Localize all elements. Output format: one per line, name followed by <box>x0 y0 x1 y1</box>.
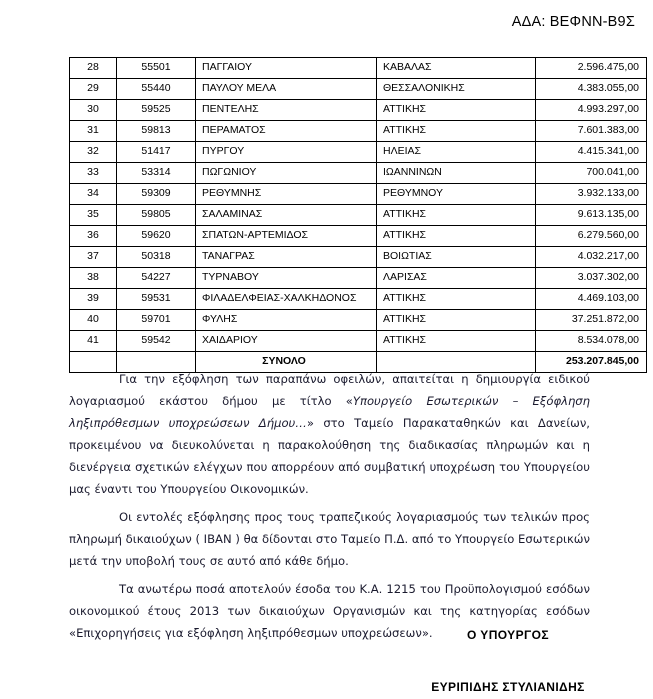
municipality-name-cell: ΠΑΓΓΑΙΟΥ <box>196 58 377 79</box>
signatory-name: ΕΥΡΙΠΙΔΗΣ ΣΤΥΛΙΑΝΙΔΗΣ <box>431 680 585 694</box>
municipality-code-cell: 53314 <box>117 163 196 184</box>
prefecture-cell: ΡΕΘΥΜΝΟΥ <box>377 184 536 205</box>
prefecture-cell: ΑΤΤΙΚΗΣ <box>377 310 536 331</box>
amount-cell: 8.534.078,00 <box>536 331 647 352</box>
paragraph-special-account <box>69 368 590 500</box>
municipality-code-cell: 50318 <box>117 247 196 268</box>
row-index-cell: 39 <box>70 289 117 310</box>
prefecture-cell: ΙΩΑΝΝΙΝΩΝ <box>377 163 536 184</box>
prefecture-cell: ΒΟΙΩΤΙΑΣ <box>377 247 536 268</box>
municipality-code-cell: 59542 <box>117 331 196 352</box>
table-row <box>70 58 647 79</box>
amount-cell: 37.251.872,00 <box>536 310 647 331</box>
prefecture-cell: ΑΤΤΙΚΗΣ <box>377 289 536 310</box>
table-row <box>70 268 647 289</box>
paragraph-iban-payment-orders: Οι εντολές εξόφλησης προς τους τραπεζικούς λογαριασμούς των τελικών προς πληρωμή δικαιούχων ( IBAN ) θα δίδονται στο Ταμείο Π.Δ. από το Υπουργείο Εσωτερικών μετά την υποβολή τους σε αυτό από κάθε δήμο. <box>69 510 590 569</box>
municipality-name-cell: ΦΥΛΗΣ <box>196 310 377 331</box>
municipalities-amounts-table <box>69 57 647 373</box>
total-amount-cell: 253.207.845,00 <box>536 352 647 373</box>
table-row <box>70 289 647 310</box>
paragraph-1-part-1: Για την εξόφληση των παραπάνω οφειλών, απαιτείται η δημιουργία ειδικού λογαριασμού εκάστου δήμου με τίτλο « <box>69 372 590 409</box>
prefecture-cell: ΚΑΒΑΛΑΣ <box>377 58 536 79</box>
amount-cell: 6.279.560,00 <box>536 226 647 247</box>
municipality-name-cell: ΠΕΝΤΕΛΗΣ <box>196 100 377 121</box>
paragraph-budget-revenue: Τα ανωτέρω ποσά αποτελούν έσοδα του Κ.Α. 1215 του Προϋπολογισμού εσόδων οικονομικού έτους 2013 των δικαιούχων Οργανισμών και της κατηγορίας εσόδων «Επιχορηγήσεις για εξόφληση ληξιπρόθεσμων υποχρεώσεων». <box>69 582 590 641</box>
paragraph-1-italic-quote: Υπουργείο Εσωτερικών – Εξόφληση ληξιπρόθεσμων υποχρεώσεων Δήμου… <box>69 394 590 431</box>
municipality-name-cell: ΤΥΡΝΑΒΟΥ <box>196 268 377 289</box>
total-label-cell: ΣΥΝΟΛΟ <box>196 352 377 373</box>
municipality-code-cell: 59309 <box>117 184 196 205</box>
prefecture-cell: ΑΤΤΙΚΗΣ <box>377 205 536 226</box>
municipality-name-cell: ΠΥΡΓΟΥ <box>196 142 377 163</box>
row-index-cell: 37 <box>70 247 117 268</box>
municipality-name-cell: ΠΑΥΛΟΥ ΜΕΛΑ <box>196 79 377 100</box>
municipality-code-cell: 51417 <box>117 142 196 163</box>
amount-cell: 4.993.297,00 <box>536 100 647 121</box>
amount-cell: 2.596.475,00 <box>536 58 647 79</box>
amount-cell: 4.469.103,00 <box>536 289 647 310</box>
amount-cell: 4.032.217,00 <box>536 247 647 268</box>
municipality-code-cell: 59701 <box>117 310 196 331</box>
municipality-code-cell: 54227 <box>117 268 196 289</box>
municipality-code-cell: 59525 <box>117 100 196 121</box>
municipality-name-cell: ΣΑΛΑΜΙΝΑΣ <box>196 205 377 226</box>
amount-cell: 7.601.383,00 <box>536 121 647 142</box>
municipality-code-cell: 59531 <box>117 289 196 310</box>
prefecture-cell: ΑΤΤΙΚΗΣ <box>377 100 536 121</box>
row-index-cell: 36 <box>70 226 117 247</box>
municipality-code-cell: 59813 <box>117 121 196 142</box>
table-row <box>70 310 647 331</box>
row-index-cell: 31 <box>70 121 117 142</box>
table-row <box>70 100 647 121</box>
prefecture-cell: ΘΕΣΣΑΛΟΝΙΚΗΣ <box>377 79 536 100</box>
municipality-code-cell: 59805 <box>117 205 196 226</box>
amount-cell: 4.415.341,00 <box>536 142 647 163</box>
table-row <box>70 226 647 247</box>
municipality-name-cell: ΠΩΓΩΝΙΟΥ <box>196 163 377 184</box>
municipality-name-cell: ΡΕΘΥΜΝΗΣ <box>196 184 377 205</box>
table-row <box>70 163 647 184</box>
signatory-title: Ο ΥΠΟΥΡΓΟΣ <box>467 628 549 642</box>
amount-cell: 4.383.055,00 <box>536 79 647 100</box>
table-row <box>70 79 647 100</box>
prefecture-cell: ΗΛΕΙΑΣ <box>377 142 536 163</box>
prefecture-cell: ΑΤΤΙΚΗΣ <box>377 121 536 142</box>
document-body <box>69 368 590 644</box>
prefecture-cell: ΑΤΤΙΚΗΣ <box>377 226 536 247</box>
municipality-code-cell: 59620 <box>117 226 196 247</box>
municipality-name-cell: ΧΑΙΔΑΡΙΟΥ <box>196 331 377 352</box>
prefecture-cell: ΑΤΤΙΚΗΣ <box>377 331 536 352</box>
table-body <box>70 58 647 373</box>
municipality-name-cell: ΤΑΝΑΓΡΑΣ <box>196 247 377 268</box>
row-index-cell: 32 <box>70 142 117 163</box>
municipality-code-cell: 55440 <box>117 79 196 100</box>
row-index-cell: 34 <box>70 184 117 205</box>
table-row <box>70 331 647 352</box>
row-index-cell: 30 <box>70 100 117 121</box>
row-index-cell: 40 <box>70 310 117 331</box>
table-row <box>70 205 647 226</box>
municipality-name-cell: ΠΕΡΑΜΑΤΟΣ <box>196 121 377 142</box>
row-index-cell: 33 <box>70 163 117 184</box>
paragraph-1-part-2: » στο Ταμείο Παρακαταθηκών και Δανείων, προκειμένου να διευκολύνεται η παρακολούθηση της διαδικασίας πληρωμών και η διενέργεια σχετικών ελέγχων που απορρέουν από συμβατική υποχρέωση του Υπουργείου μας έναντι του Υπουργείου Οικονομικών. <box>69 416 590 497</box>
amount-cell: 9.613.135,00 <box>536 205 647 226</box>
municipality-name-cell: ΦΙΛΑΔΕΛΦΕΙΑΣ-ΧΑΛΚΗΔΟΝΟΣ <box>196 289 377 310</box>
row-index-cell: 28 <box>70 58 117 79</box>
table-row <box>70 142 647 163</box>
row-index-cell: 35 <box>70 205 117 226</box>
signature-block <box>383 628 633 694</box>
ada-reference-header: ΑΔΑ: ΒΕΦΝΝ-Β9Σ <box>511 14 635 30</box>
amount-cell: 700.041,00 <box>536 163 647 184</box>
row-index-cell: 41 <box>70 331 117 352</box>
prefecture-cell: ΛΑΡΙΣΑΣ <box>377 268 536 289</box>
row-index-cell: 29 <box>70 79 117 100</box>
amount-cell: 3.932.133,00 <box>536 184 647 205</box>
municipality-code-cell: 55501 <box>117 58 196 79</box>
municipality-name-cell: ΣΠΑΤΩΝ-ΑΡΤΕΜΙΔΟΣ <box>196 226 377 247</box>
table-row <box>70 184 647 205</box>
municipalities-amounts-table-wrapper <box>69 57 639 373</box>
table-row <box>70 121 647 142</box>
row-index-cell: 38 <box>70 268 117 289</box>
table-row <box>70 247 647 268</box>
amount-cell: 3.037.302,00 <box>536 268 647 289</box>
